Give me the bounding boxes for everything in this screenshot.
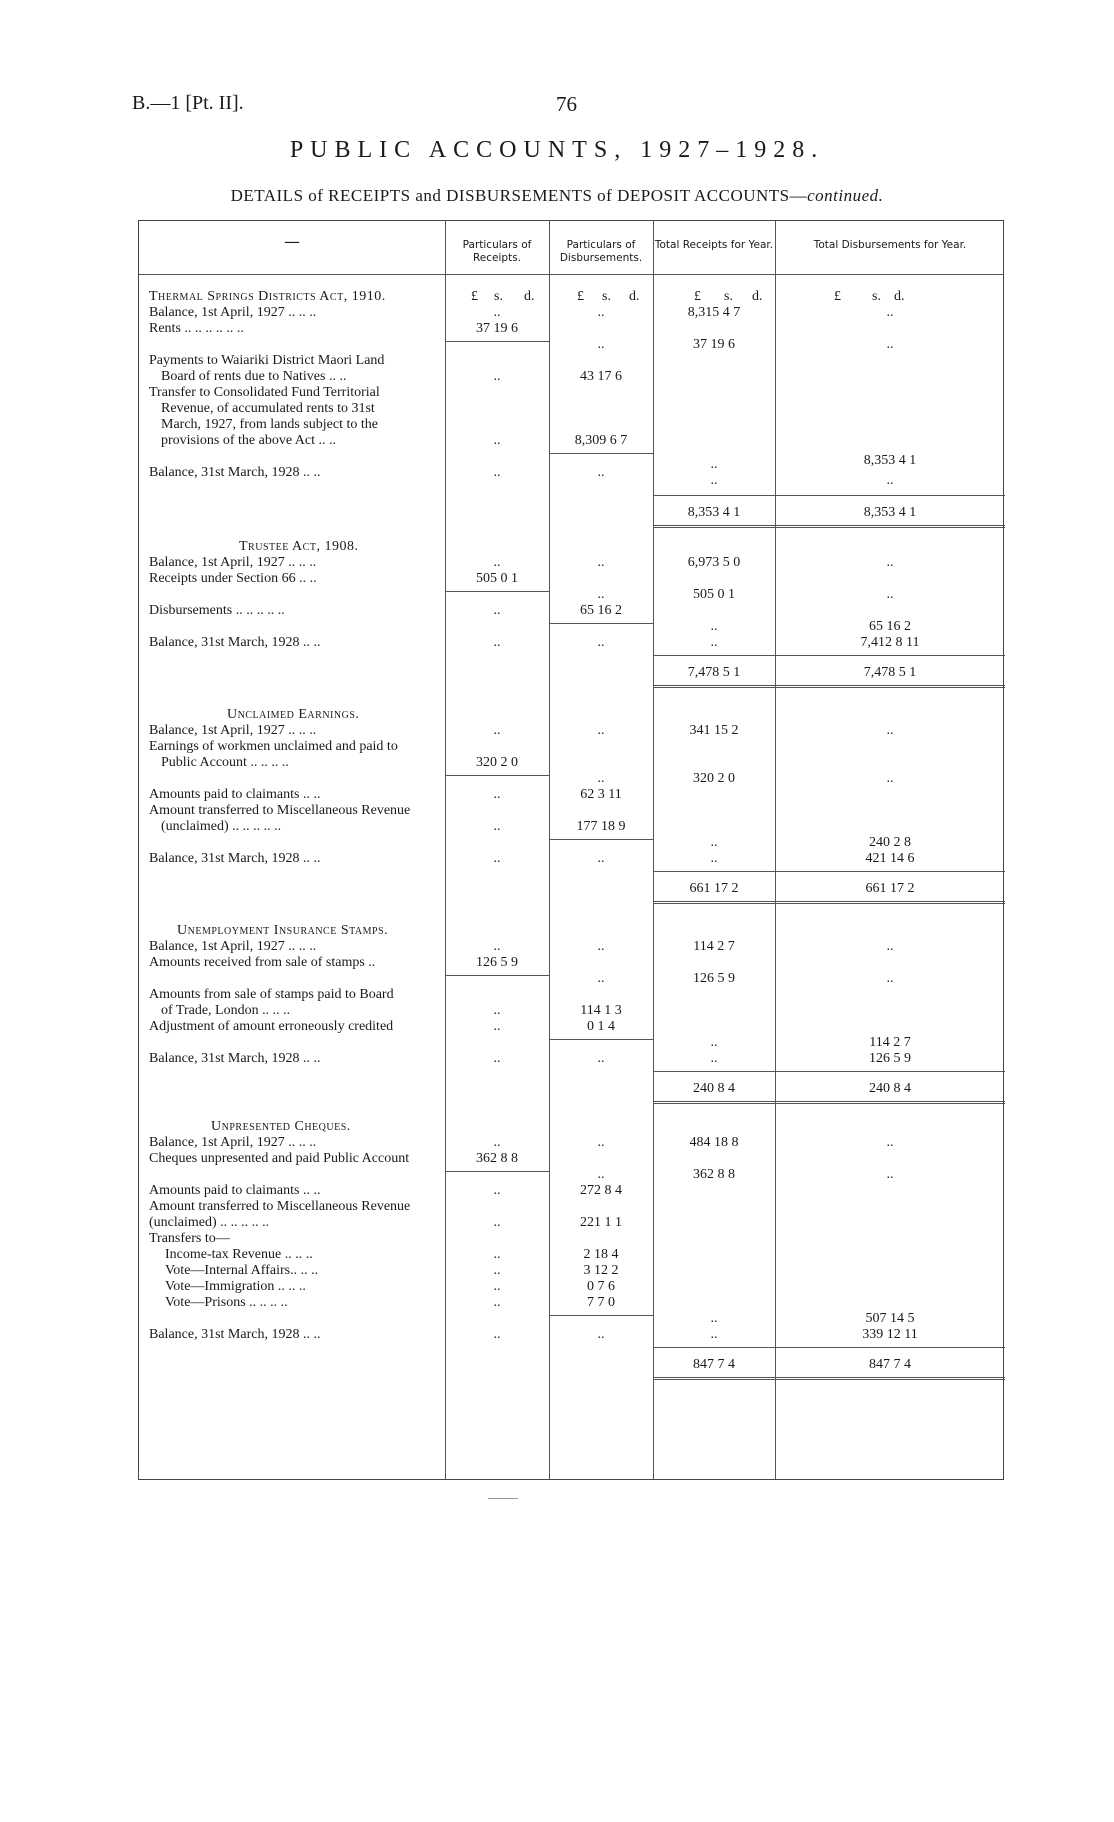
sum-rule — [549, 623, 653, 624]
row-label: provisions of the above Act .. .. — [161, 433, 336, 448]
total-disbursements: 240 8 4 — [869, 1081, 911, 1096]
dots: .. — [493, 1051, 501, 1066]
dots: .. — [597, 1327, 605, 1342]
dots: .. — [597, 771, 605, 786]
amount: 0 1 4 — [587, 1019, 615, 1034]
dots: .. — [710, 457, 718, 472]
row-label: Payments to Waiariki District Maori Land — [149, 353, 385, 368]
sum-rule — [653, 495, 1005, 496]
sum-rule — [549, 839, 653, 840]
dots: .. — [886, 771, 894, 786]
row-label: Adjustment of amount erroneously credited — [149, 1019, 394, 1034]
col-header-total-receipts: Total Receipts for Year. — [654, 239, 774, 251]
dots: .. — [886, 555, 894, 570]
section-heading: Unemployment Insurance Stamps. — [177, 923, 389, 938]
amount: 2 18 4 — [583, 1247, 619, 1262]
row-label: Balance, 1st April, 1927 .. .. .. — [149, 555, 317, 570]
row-label: Balance, 31st March, 1928 .. .. — [149, 851, 321, 866]
amount: 37 19 6 — [693, 337, 735, 352]
page-title: PUBLIC ACCOUNTS, 1927–1928. — [289, 137, 825, 163]
dots: .. — [710, 851, 718, 866]
currency-pound: £ — [694, 289, 701, 304]
amount: 8,315 4 7 — [687, 305, 741, 320]
dots: .. — [886, 1167, 894, 1182]
amount: 114 2 7 — [869, 1035, 911, 1050]
dots: .. — [597, 465, 605, 480]
total-disbursements: 661 17 2 — [865, 881, 915, 896]
amount: 43 17 6 — [580, 369, 622, 384]
total-disbursements: 8,353 4 1 — [863, 505, 917, 520]
subtitle-main: DETAILS of RECEIPTS and DISBURSEMENTS of DEPOSIT ACCOUNTS— — [230, 186, 808, 205]
dots: .. — [886, 587, 894, 602]
amount: 37 19 6 — [476, 321, 518, 336]
row-label: Amounts paid to claimants .. .. — [149, 787, 321, 802]
sum-rule — [653, 1071, 1005, 1072]
dots: .. — [493, 1279, 501, 1294]
sum-rule — [445, 775, 549, 776]
dots: .. — [710, 1327, 718, 1342]
row-label: Public Account .. .. .. .. — [161, 755, 289, 770]
row-label: Transfers to— — [149, 1231, 230, 1246]
dots: .. — [597, 971, 605, 986]
total-rule — [653, 1101, 1005, 1104]
currency-shilling: s. — [724, 289, 733, 304]
dots: .. — [597, 337, 605, 352]
row-label: Cheques unpresented and paid Public Account — [149, 1151, 410, 1166]
dots: .. — [493, 939, 501, 954]
amount: 341 15 2 — [689, 723, 739, 738]
row-label: Board of rents due to Natives .. .. — [161, 369, 347, 384]
dots: .. — [493, 305, 501, 320]
total-rule — [653, 685, 1005, 688]
amount: 272 8 4 — [580, 1183, 622, 1198]
sum-rule — [653, 1347, 1005, 1348]
currency-pound: £ — [577, 289, 584, 304]
amount: 320 2 0 — [693, 771, 735, 786]
section-heading: Thermal Springs Districts Act, 1910. — [149, 289, 386, 304]
page-number: 76 — [556, 92, 577, 116]
dots: .. — [597, 1167, 605, 1182]
dots: .. — [886, 473, 894, 488]
amount: 3 12 2 — [583, 1263, 619, 1278]
row-label: Amount transferred to Miscellaneous Revenue — [149, 803, 411, 818]
amount: 362 8 8 — [693, 1167, 735, 1182]
amount: 126 5 9 — [869, 1051, 911, 1066]
total-receipts: 8,353 4 1 — [687, 505, 741, 520]
dots: .. — [493, 723, 501, 738]
sum-rule — [445, 591, 549, 592]
section-heading: Trustee Act, 1908. — [239, 539, 359, 554]
row-label: Disbursements .. .. .. .. .. — [149, 603, 285, 618]
amount: 7,412 8 11 — [860, 635, 920, 650]
amount: 320 2 0 — [476, 755, 518, 770]
amount: 221 1 1 — [580, 1215, 622, 1230]
dots: .. — [710, 473, 718, 488]
col-header-total-disbursements: Total Disbursements for Year. — [813, 239, 967, 251]
dots: .. — [597, 851, 605, 866]
dots: .. — [597, 939, 605, 954]
dots: .. — [597, 723, 605, 738]
dots: .. — [493, 1135, 501, 1150]
dots: .. — [493, 555, 501, 570]
row-label: of Trade, London .. .. .. — [161, 1003, 291, 1018]
dots: .. — [597, 1051, 605, 1066]
amount: 126 5 9 — [693, 971, 735, 986]
section-heading: Unclaimed Earnings. — [227, 707, 360, 722]
sum-rule — [445, 1171, 549, 1172]
dots: .. — [493, 1327, 501, 1342]
dots: .. — [493, 1263, 501, 1278]
total-rule — [653, 1377, 1005, 1380]
row-label: Income-tax Revenue .. .. .. — [165, 1247, 313, 1262]
dots: .. — [493, 787, 501, 802]
sum-rule — [445, 975, 549, 976]
row-label: Balance, 1st April, 1927 .. .. .. — [149, 939, 317, 954]
page-subtitle — [0, 186, 1114, 206]
accounts-table — [138, 220, 1004, 1480]
row-label: (unclaimed) .. .. .. .. .. — [149, 1215, 270, 1230]
dots: .. — [710, 1051, 718, 1066]
dots: .. — [710, 635, 718, 650]
subtitle-em: continued. — [807, 186, 884, 205]
amount: 126 5 9 — [476, 955, 518, 970]
dots: .. — [597, 635, 605, 650]
dots: .. — [710, 1311, 718, 1326]
row-label: March, 1927, from lands subject to the — [161, 417, 378, 432]
sum-rule — [549, 453, 653, 454]
dots: .. — [886, 939, 894, 954]
dots: .. — [886, 723, 894, 738]
page-reference: B.—1 [Pt. II]. — [132, 92, 244, 114]
row-label: Transfer to Consolidated Fund Territorial — [149, 385, 380, 400]
dots: .. — [493, 1019, 501, 1034]
dots: .. — [886, 971, 894, 986]
sum-rule — [549, 1315, 653, 1316]
dots: .. — [493, 1295, 501, 1310]
sum-rule — [549, 1039, 653, 1040]
sum-rule — [445, 341, 549, 342]
amount: 6,973 5 0 — [687, 555, 741, 570]
row-label: Amount transferred to Miscellaneous Revenue — [149, 1199, 411, 1214]
row-label: Balance, 31st March, 1928 .. .. — [149, 465, 321, 480]
col-header-receipts: Particulars of Receipts. — [462, 239, 532, 264]
dots: .. — [493, 819, 501, 834]
dots: .. — [886, 1135, 894, 1150]
total-disbursements: 847 7 4 — [869, 1357, 911, 1372]
dots: .. — [493, 1247, 501, 1262]
dots: .. — [493, 465, 501, 480]
currency-pence: d. — [752, 289, 763, 304]
amount: 505 0 1 — [693, 587, 735, 602]
section-heading: Unpresented Cheques. — [211, 1119, 351, 1134]
total-disbursements: 7,478 5 1 — [863, 665, 917, 680]
dots: .. — [597, 1135, 605, 1150]
dots: .. — [493, 1003, 501, 1018]
dots: .. — [886, 305, 894, 320]
col-header-desc: — — [284, 232, 300, 251]
dots: .. — [493, 603, 501, 618]
row-label: Balance, 31st March, 1928 .. .. — [149, 635, 321, 650]
total-receipts: 661 17 2 — [689, 881, 739, 896]
sum-rule — [653, 871, 1005, 872]
dots: .. — [493, 1215, 501, 1230]
dots: .. — [710, 1035, 718, 1050]
row-label: Rents .. .. .. .. .. .. — [149, 321, 244, 336]
col-header-disbursements: Particulars of Disbursements. — [559, 239, 643, 264]
row-label: Balance, 1st April, 1927 .. .. .. — [149, 305, 317, 320]
row-label: Balance, 31st March, 1928 .. .. — [149, 1327, 321, 1342]
footer-mark — [488, 1498, 518, 1499]
dots: .. — [493, 433, 501, 448]
dots: .. — [493, 635, 501, 650]
amount: 8,353 4 1 — [863, 453, 917, 468]
dots: .. — [597, 587, 605, 602]
dots: .. — [710, 619, 718, 634]
row-label: Revenue, of accumulated rents to 31st — [161, 401, 375, 416]
row-label: Vote—Internal Affairs.. .. .. — [165, 1263, 319, 1278]
row-label: Balance, 1st April, 1927 .. .. .. — [149, 723, 317, 738]
total-rule — [653, 525, 1005, 528]
row-label: Amounts paid to claimants .. .. — [149, 1183, 321, 1198]
amount: 339 12 11 — [862, 1327, 918, 1342]
amount: 362 8 8 — [476, 1151, 518, 1166]
currency-shilling: s. — [872, 289, 881, 304]
dots: .. — [493, 851, 501, 866]
currency-pence: d. — [894, 289, 905, 304]
currency-pound: £ — [471, 289, 478, 304]
currency-pence: d. — [524, 289, 535, 304]
amount: 0 7 6 — [587, 1279, 615, 1294]
currency-pence: d. — [629, 289, 640, 304]
amount: 65 16 2 — [869, 619, 911, 634]
dots: .. — [710, 835, 718, 850]
dots: .. — [493, 369, 501, 384]
total-receipts: 240 8 4 — [693, 1081, 735, 1096]
amount: 240 2 8 — [869, 835, 911, 850]
dots: .. — [597, 555, 605, 570]
row-label: Earnings of workmen unclaimed and paid to — [149, 739, 398, 754]
total-receipts: 847 7 4 — [693, 1357, 735, 1372]
amount: 62 3 11 — [580, 787, 622, 802]
header-rule — [139, 274, 1003, 275]
amount: 65 16 2 — [580, 603, 622, 618]
currency-shilling: s. — [602, 289, 611, 304]
currency-shilling: s. — [494, 289, 503, 304]
row-label: Amounts from sale of stamps paid to Board — [149, 987, 394, 1002]
sum-rule — [653, 655, 1005, 656]
dots: .. — [597, 305, 605, 320]
row-label: Vote—Prisons .. .. .. .. — [165, 1295, 288, 1310]
amount: 114 1 3 — [580, 1003, 622, 1018]
amount: 421 14 6 — [865, 851, 915, 866]
row-label: (unclaimed) .. .. .. .. .. — [161, 819, 282, 834]
total-rule — [653, 901, 1005, 904]
currency-pound: £ — [834, 289, 841, 304]
amount: 114 2 7 — [693, 939, 735, 954]
dots: .. — [886, 337, 894, 352]
row-label: Balance, 31st March, 1928 .. .. — [149, 1051, 321, 1066]
amount: 505 0 1 — [476, 571, 518, 586]
total-receipts: 7,478 5 1 — [687, 665, 741, 680]
row-label: Vote—Immigration .. .. .. — [165, 1279, 306, 1294]
row-label: Amounts received from sale of stamps .. — [149, 955, 376, 970]
amount: 484 18 8 — [689, 1135, 739, 1150]
row-label: Balance, 1st April, 1927 .. .. .. — [149, 1135, 317, 1150]
amount: 7 7 0 — [587, 1295, 615, 1310]
amount: 177 18 9 — [576, 819, 626, 834]
amount: 507 14 5 — [865, 1311, 915, 1326]
amount: 8,309 6 7 — [574, 433, 628, 448]
row-label: Receipts under Section 66 .. .. — [149, 571, 317, 586]
dots: .. — [493, 1183, 501, 1198]
